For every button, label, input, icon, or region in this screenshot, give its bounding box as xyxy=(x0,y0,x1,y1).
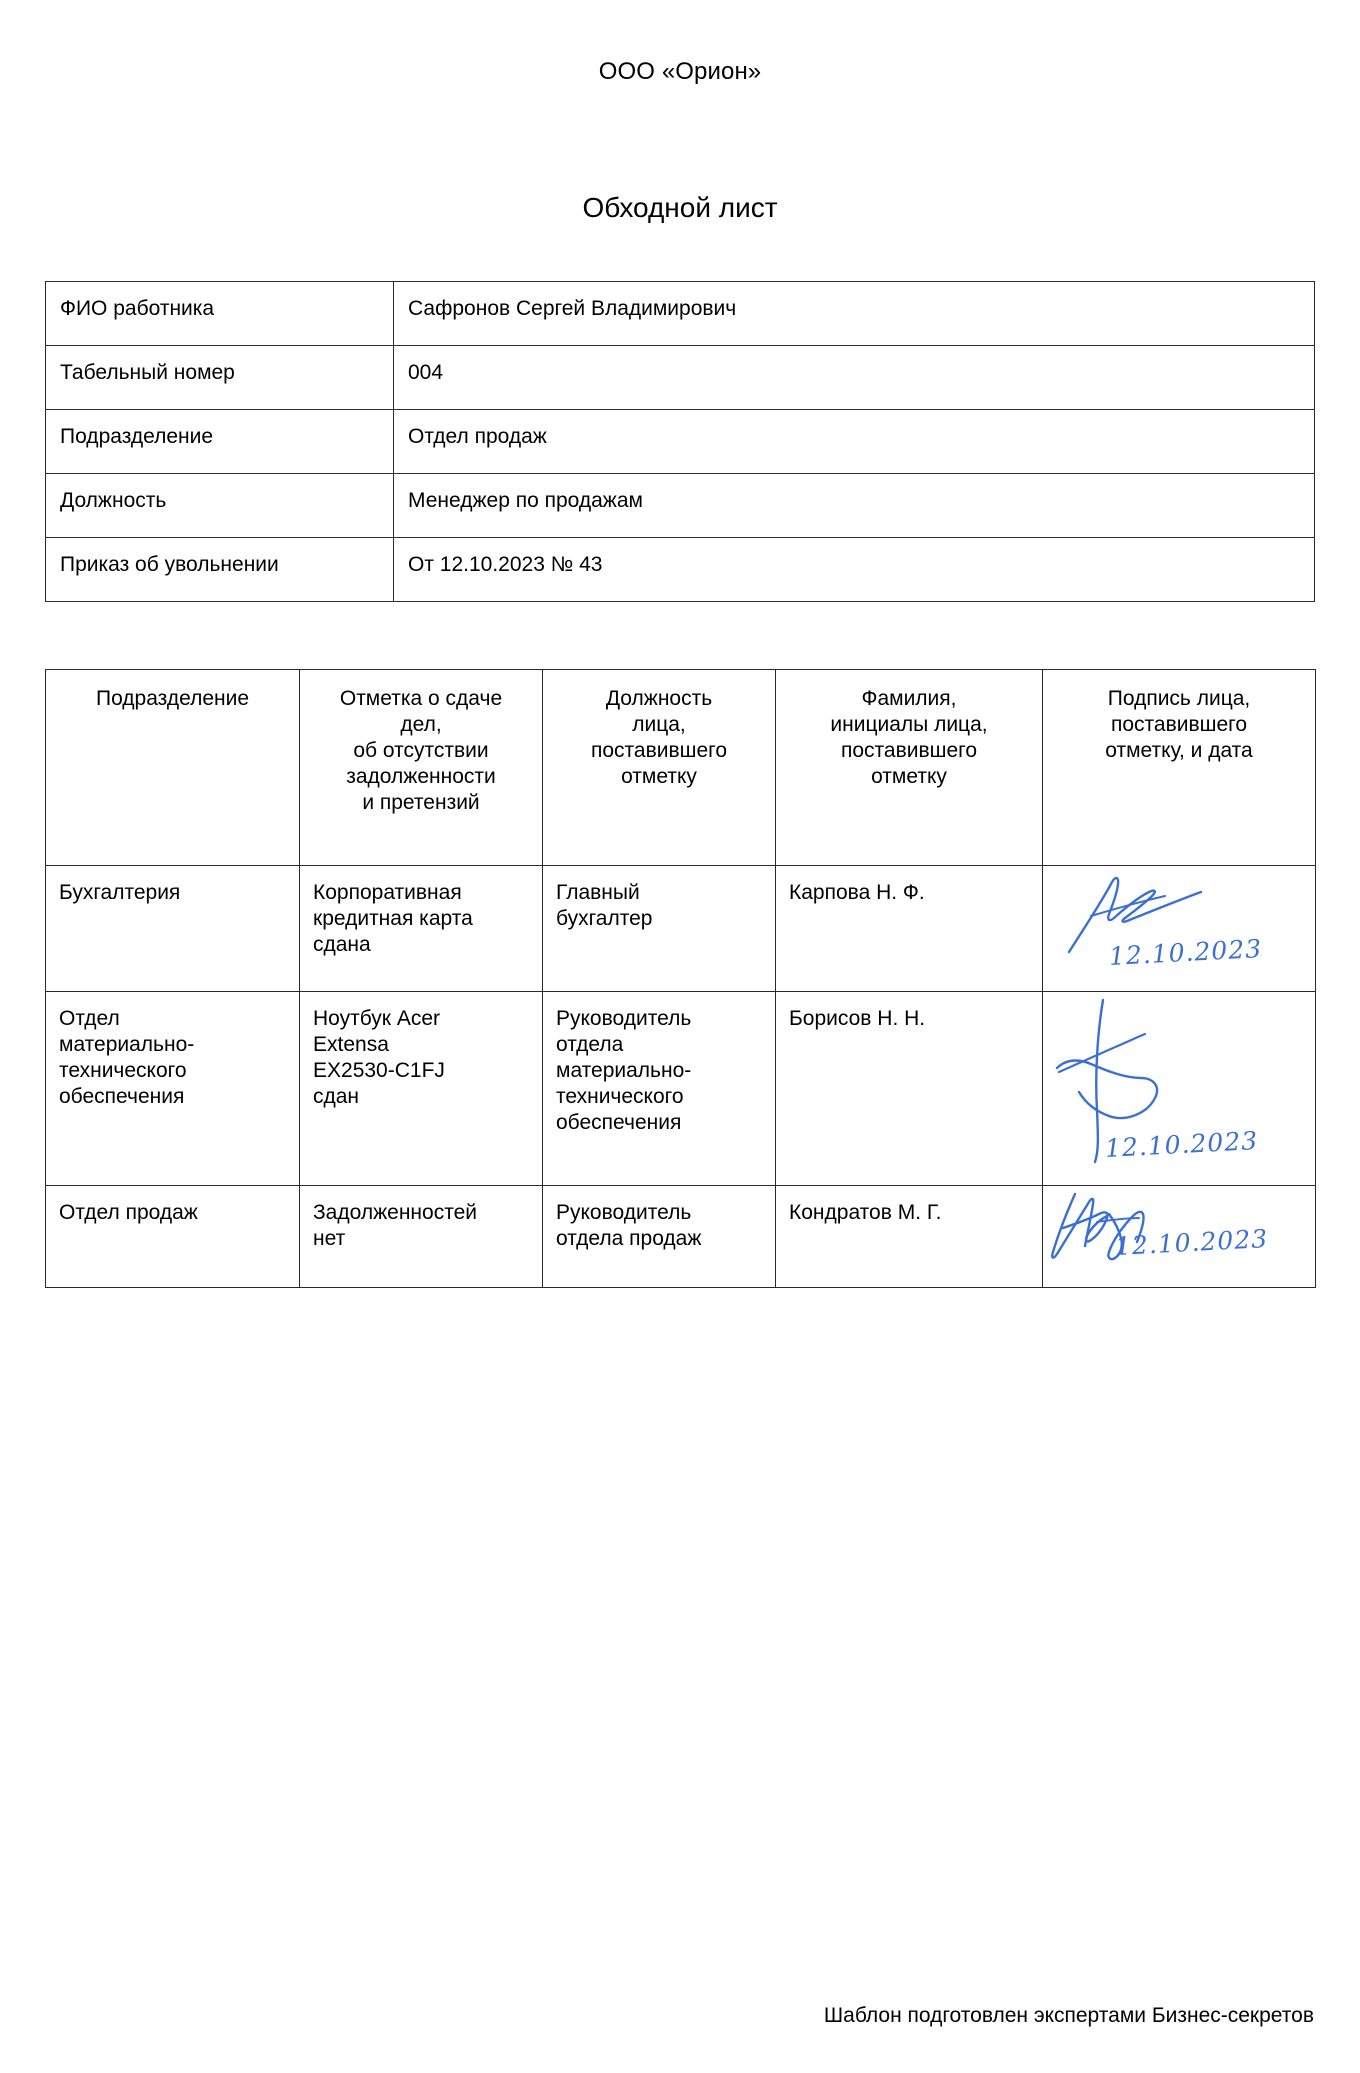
info-value: Сафронов Сергей Владимирович xyxy=(394,282,1315,346)
column-header-position: Должность лица, поставившего отметку xyxy=(543,670,776,866)
cell-mark: Корпоративная кредитная карта сдана xyxy=(300,866,543,992)
cell-position: Главный бухгалтер xyxy=(543,866,776,992)
table-row xyxy=(46,992,1316,1186)
cell-signature xyxy=(1043,1186,1316,1288)
organization-name: ООО «Орион» xyxy=(598,58,762,85)
cell-signature xyxy=(1043,992,1316,1186)
cell-name: Борисов Н. Н. xyxy=(776,992,1043,1186)
table-header-row xyxy=(46,670,1316,866)
cell-name: Кондратов М. Г. xyxy=(776,1186,1043,1288)
cell-department: Бухгалтерия xyxy=(46,866,300,992)
signature-date: 12.10.2023 xyxy=(1114,1224,1269,1261)
table-row xyxy=(46,538,1315,602)
cell-name: Карпова Н. Ф. xyxy=(776,866,1043,992)
signature-block xyxy=(1043,992,1315,1185)
column-header-name: Фамилия, инициалы лица, поставившего отметку xyxy=(776,670,1043,866)
table-row xyxy=(46,410,1315,474)
column-header-signature: Подпись лица, поставившего отметку, и дата xyxy=(1043,670,1316,866)
signature-date: 12.10.2023 xyxy=(1108,934,1263,971)
cell-mark: Задолженностей нет xyxy=(300,1186,543,1288)
table-row xyxy=(46,474,1315,538)
signature-date: 12.10.2023 xyxy=(1104,1126,1259,1163)
info-value: Менеджер по продажам xyxy=(394,474,1315,538)
cell-position: Руководитель отдела продаж xyxy=(543,1186,776,1288)
column-header-mark: Отметка о сдаче дел, об отсутствии задолженности и претензий xyxy=(300,670,543,866)
info-label: Подразделение xyxy=(46,410,394,474)
employee-info-table xyxy=(45,281,1315,602)
info-value: 004 xyxy=(394,346,1315,410)
signature-block xyxy=(1043,866,1315,991)
column-header-department: Подразделение xyxy=(46,670,300,866)
cell-position: Руководитель отдела материально- технического обеспечения xyxy=(543,992,776,1186)
info-label: ФИО работника xyxy=(46,282,394,346)
marks-table xyxy=(45,669,1316,1288)
footer-note: Шаблон подготовлен экспертами Бизнес-секретов xyxy=(823,2004,1314,2027)
info-label: Приказ об увольнении xyxy=(46,538,394,602)
document-title: Обходной лист xyxy=(582,192,778,223)
info-label: Должность xyxy=(46,474,394,538)
table-row xyxy=(46,282,1315,346)
info-value: Отдел продаж xyxy=(394,410,1315,474)
cell-signature xyxy=(1043,866,1316,992)
cell-mark: Ноутбук Acer Extensa EX2530-C1FJ сдан xyxy=(300,992,543,1186)
table-row xyxy=(46,866,1316,992)
table-row xyxy=(46,346,1315,410)
cell-department: Отдел материально- технического обеспечения xyxy=(46,992,300,1186)
info-value: От 12.10.2023 № 43 xyxy=(394,538,1315,602)
table-row xyxy=(46,1186,1316,1288)
cell-department: Отдел продаж xyxy=(46,1186,300,1288)
signature-block xyxy=(1043,1186,1315,1287)
info-label: Табельный номер xyxy=(46,346,394,410)
